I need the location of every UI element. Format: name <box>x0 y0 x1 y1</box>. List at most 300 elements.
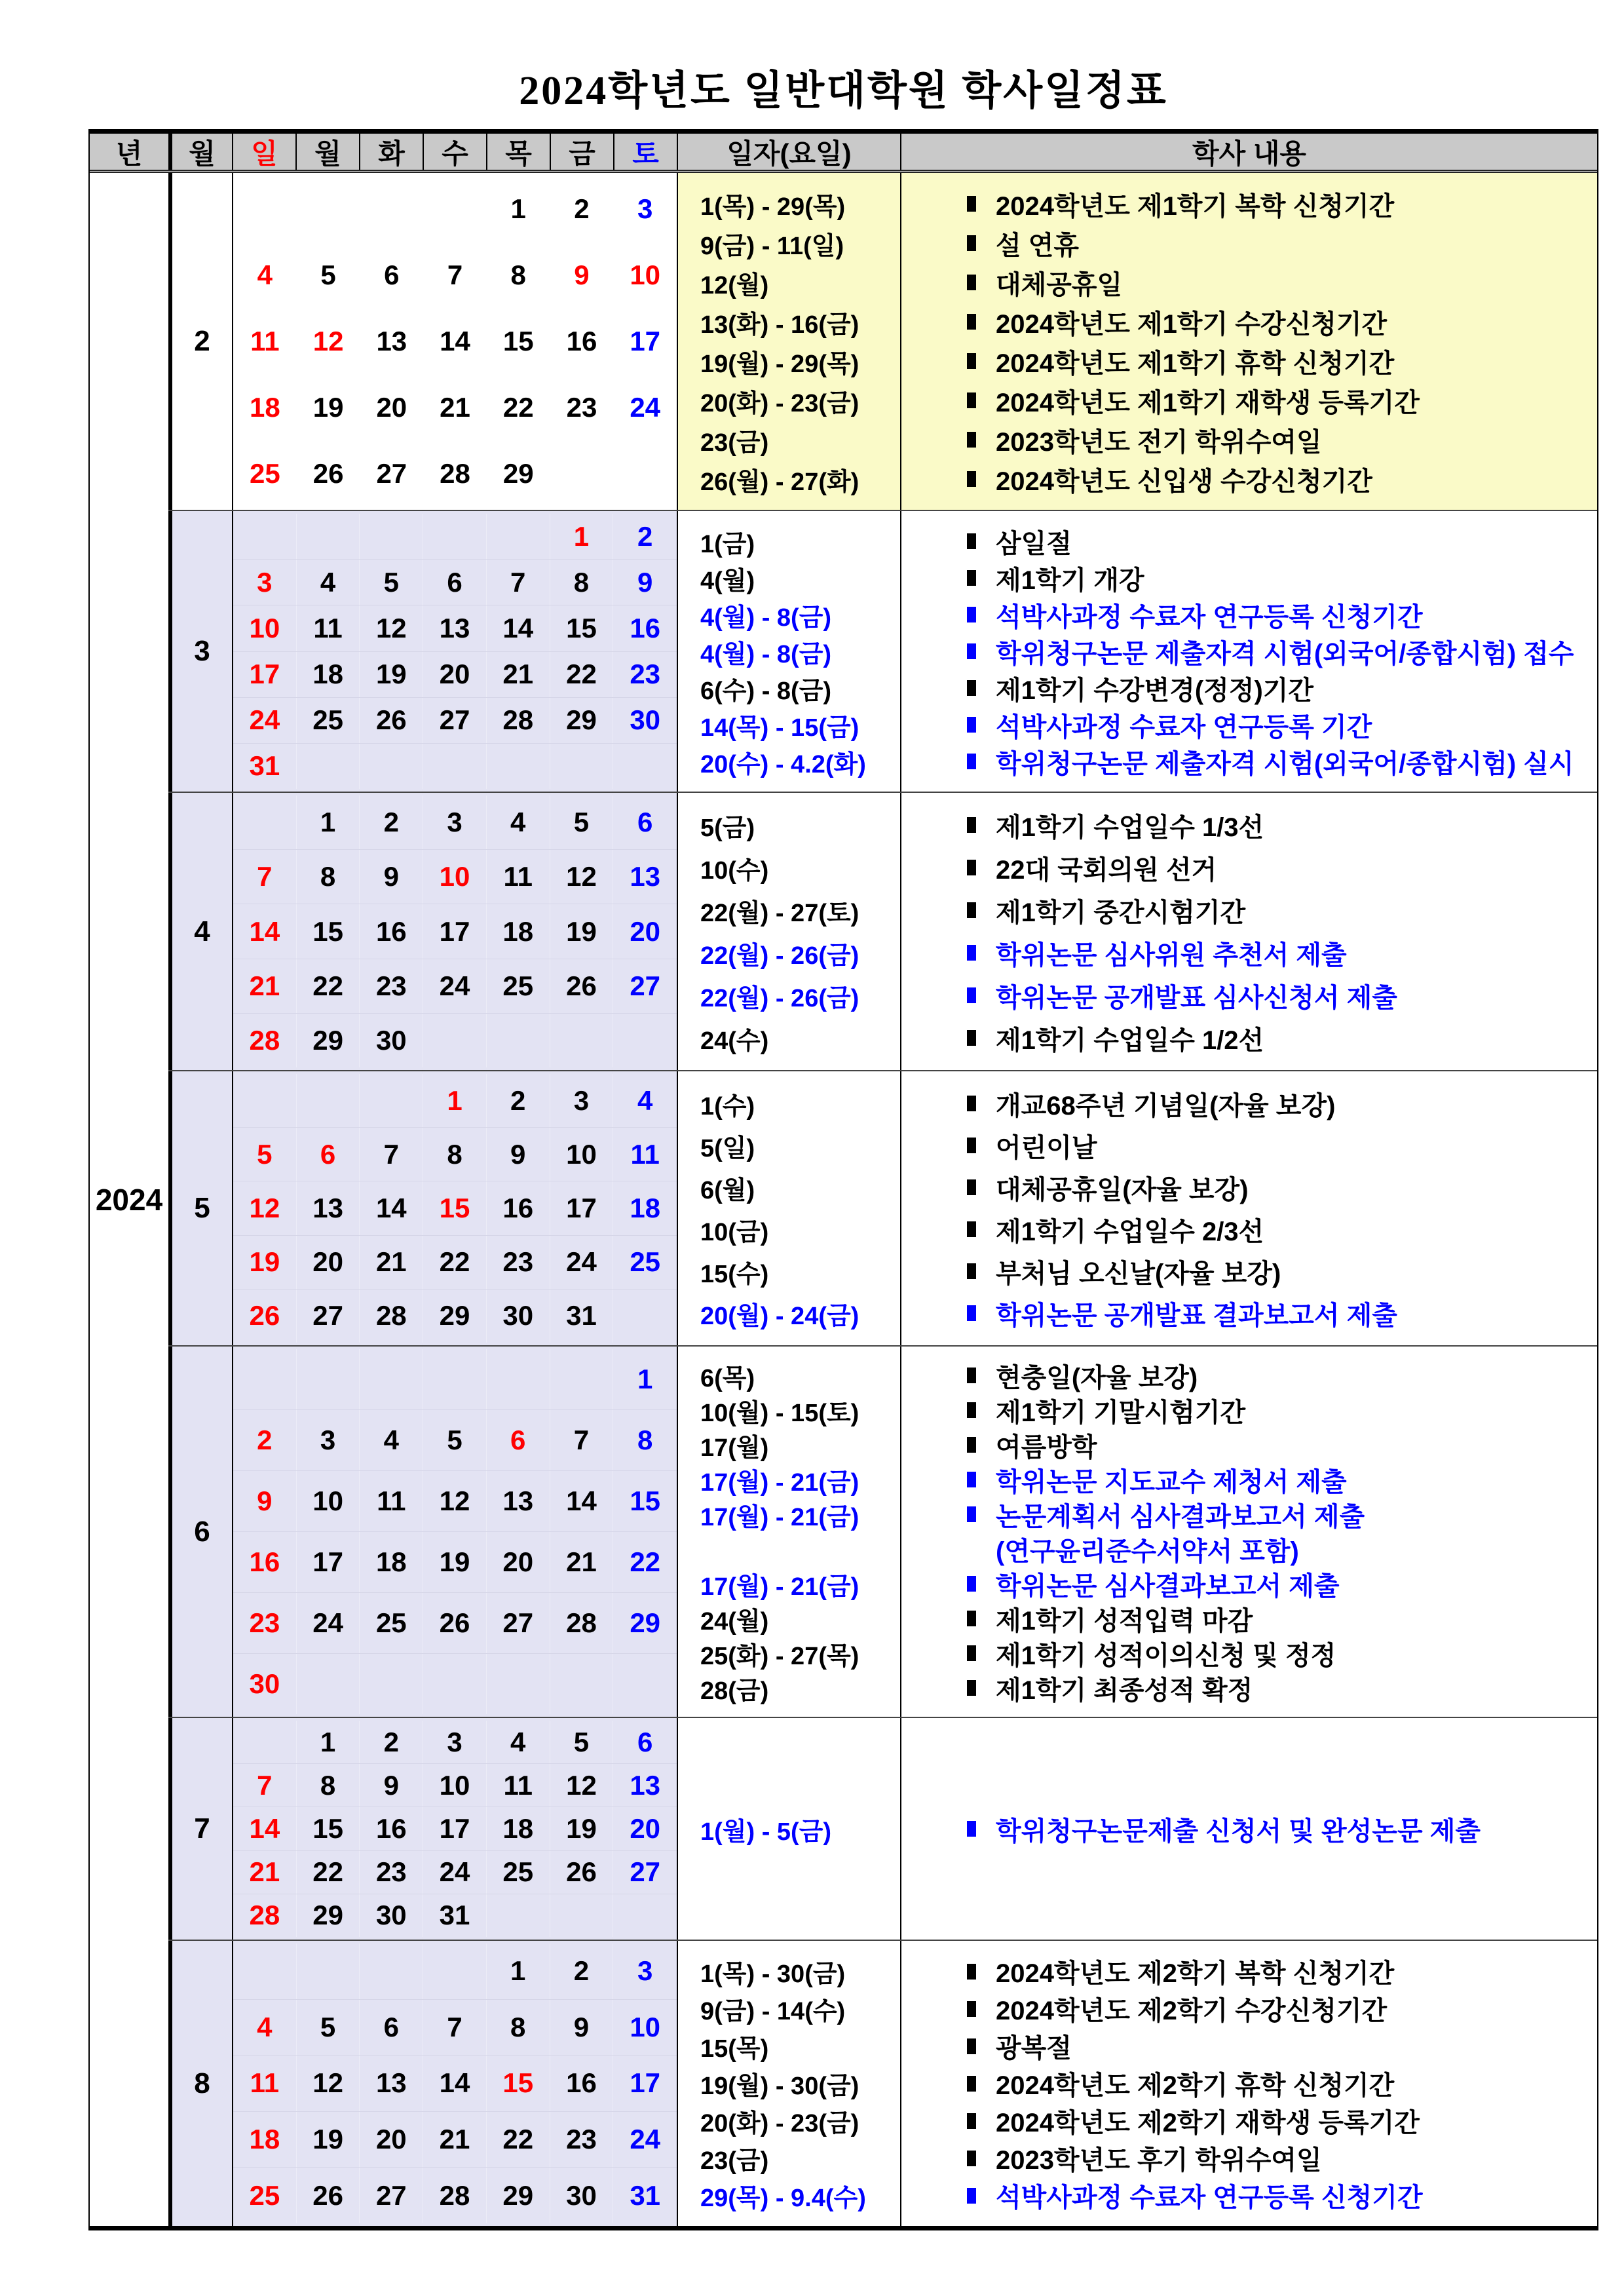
event-text: 대체공휴일 <box>996 270 1123 299</box>
day-cell: 8 <box>550 560 614 605</box>
date-range: 15(수) <box>700 1260 769 1288</box>
day-cell: 22 <box>487 2112 550 2168</box>
day-cell: 4 <box>487 1721 550 1763</box>
day-cell: 31 <box>233 744 297 789</box>
event-text: 제1학기 수업일수 2/3선 <box>996 1217 1264 1246</box>
day-cell <box>233 514 297 559</box>
day-cell: 22 <box>502 392 534 423</box>
event-item <box>967 2065 1597 2102</box>
month-label: 4 <box>168 793 232 1070</box>
bullet-icon <box>967 570 976 586</box>
calendar-week <box>233 1349 677 1410</box>
event-column <box>900 793 1597 1070</box>
day-cell: 25 <box>233 2168 297 2223</box>
day-cell: 2 <box>487 1074 550 1127</box>
day-cell: 28 <box>233 1014 297 1067</box>
date-column <box>677 1941 900 2226</box>
day-cell <box>613 1894 677 1937</box>
bullet-icon <box>967 945 976 961</box>
calendar-week <box>233 1764 677 1807</box>
months <box>168 173 1597 2226</box>
date-range: 10(금) <box>700 1218 769 1246</box>
event-item <box>967 1601 1597 1636</box>
day-cell: 14 <box>550 1471 614 1531</box>
event-item <box>967 2177 1597 2214</box>
calendar-week <box>233 1654 677 1714</box>
day-cell: 7 <box>487 560 550 605</box>
calendar-week <box>233 1290 677 1343</box>
day-cell: 29 <box>297 1894 360 1937</box>
bullet-icon <box>967 1368 976 1383</box>
event-text: 학위논문 공개발표 결과보고서 제출 <box>996 1301 1397 1330</box>
event-text: 2024학년도 제2학기 복학 신청기간 <box>996 1959 1395 1988</box>
calendar-week <box>233 1593 677 1654</box>
day-cell <box>297 1074 360 1127</box>
day-cell: 23 <box>360 959 423 1013</box>
calendar-week <box>233 795 677 850</box>
day-cell: 11 <box>233 2056 297 2111</box>
day-cell: 17 <box>297 1532 360 1592</box>
date-range: 15(목) <box>700 2035 769 2063</box>
calendar-week <box>233 2112 677 2168</box>
day-cell: 28 <box>550 1593 614 1653</box>
bullet-icon <box>967 1437 976 1453</box>
calendar-week <box>233 1074 677 1128</box>
header-year: 년 <box>115 138 143 169</box>
date-range: 10(월) - 15(토) <box>700 1399 859 1427</box>
page-title: 2024학년도 일반대학원 학사일정표 <box>519 69 1168 113</box>
day-cell: 1 <box>423 1074 487 1127</box>
calendar-week <box>233 1807 677 1850</box>
year-label: 2024 <box>95 1182 163 1217</box>
table-body <box>90 173 1597 2226</box>
calendar-week <box>233 1014 677 1067</box>
day-cell: 14 <box>233 1807 297 1850</box>
calendar-week <box>233 1471 677 1532</box>
calendar-grid <box>232 173 677 510</box>
date-range: 28(금) <box>700 1677 769 1705</box>
date-range: 17(월) - 21(금) <box>700 1468 859 1497</box>
day-cell: 17 <box>423 1807 487 1850</box>
header-day-thu: 목 <box>486 134 550 170</box>
day-cell: 17 <box>630 2067 661 2099</box>
day-cell <box>233 1721 297 1763</box>
day-cell: 24 <box>423 1851 487 1894</box>
day-cell: 6 <box>384 259 400 290</box>
day-cell <box>297 1349 360 1409</box>
event-item <box>967 1358 1597 1393</box>
event-item <box>967 523 1597 560</box>
date-range: 4(월) - 8(금) <box>700 640 832 668</box>
date-column <box>677 1347 900 1717</box>
day-cell <box>360 1349 423 1409</box>
day-cell: 8 <box>423 1128 487 1181</box>
day-cell <box>423 514 487 559</box>
event-item <box>967 1124 1597 1166</box>
day-cell: 12 <box>360 605 423 651</box>
event-text: 설 연휴 <box>996 231 1080 260</box>
calendar-grid <box>232 1071 677 1345</box>
day-cell: 15 <box>297 904 360 958</box>
bullet-icon <box>967 1645 976 1661</box>
day-cell: 23 <box>630 659 661 690</box>
day-cell: 18 <box>233 2112 297 2168</box>
day-cell <box>423 1943 487 1999</box>
bullet-icon <box>967 1305 976 1321</box>
date-range: 22(월) - 26(금) <box>700 984 859 1012</box>
calendar-week <box>233 441 677 507</box>
event-item <box>967 1636 1597 1671</box>
bullet-icon <box>967 432 976 448</box>
day-cell: 7 <box>360 1128 423 1181</box>
day-cell: 19 <box>550 904 614 958</box>
date-range: 4(월) <box>700 567 755 595</box>
bullet-icon <box>967 275 976 290</box>
day-cell: 8 <box>297 1764 360 1807</box>
day-cell: 11 <box>487 850 550 904</box>
event-text: 개교68주년 기념일(자율 보강) <box>996 1091 1336 1120</box>
calendar-week <box>233 176 677 242</box>
event-text: 어린이날 <box>996 1133 1097 1162</box>
bullet-icon <box>967 1821 976 1837</box>
event-item <box>967 1166 1597 1208</box>
date-range: 19(월) - 29(목) <box>700 350 859 378</box>
day-cell: 16 <box>550 2056 614 2111</box>
bullet-icon <box>967 196 976 212</box>
calendar-week <box>233 1894 677 1937</box>
month-row-6 <box>168 1345 1597 1717</box>
day-cell: 30 <box>630 704 661 736</box>
day-cell: 9 <box>233 1471 297 1531</box>
date-range: 14(목) - 15(금) <box>700 714 859 742</box>
event-item <box>967 1292 1597 1334</box>
day-cell: 3 <box>423 1721 487 1763</box>
bullet-icon <box>967 2038 976 2054</box>
day-cell: 26 <box>312 458 344 489</box>
day-cell <box>550 1014 614 1067</box>
day-cell: 21 <box>487 652 550 697</box>
day-cell: 13 <box>630 861 661 892</box>
day-cell: 14 <box>423 2056 487 2111</box>
day-cell: 16 <box>360 1807 423 1850</box>
bullet-icon <box>967 2113 976 2129</box>
bullet-icon <box>967 1096 976 1111</box>
day-cell: 10 <box>423 850 487 904</box>
day-cell <box>487 514 550 559</box>
event-text: 제1학기 최종성적 확정 <box>996 1675 1253 1705</box>
day-cell: 5 <box>550 1721 614 1763</box>
date-column <box>677 511 900 792</box>
calendar-week <box>233 560 677 605</box>
date-range: 17(월) - 21(금) <box>700 1573 859 1601</box>
header-day-sun: 일 <box>232 134 295 170</box>
event-column <box>900 1941 1597 2226</box>
date-range: 9(금) - 11(일) <box>700 232 844 260</box>
day-cell: 2 <box>360 1721 423 1763</box>
event-text: 2024학년도 제1학기 재학생 등록기간 <box>996 388 1420 417</box>
day-cell: 25 <box>487 1851 550 1894</box>
day-cell: 8 <box>487 2000 550 2056</box>
month-label: 6 <box>168 1347 232 1717</box>
date-range: 1(월) - 5(금) <box>700 1818 832 1846</box>
day-cell: 22 <box>550 652 614 697</box>
day-cell: 21 <box>233 1851 297 1894</box>
day-cell: 4 <box>233 2000 297 2056</box>
calendar-week <box>233 242 677 308</box>
bullet-icon <box>967 2188 976 2204</box>
day-cell: 4 <box>637 1084 653 1116</box>
month-row-8 <box>168 1940 1597 2226</box>
calendar-week <box>233 850 677 904</box>
day-cell: 5 <box>297 2000 360 2056</box>
event-item <box>967 1532 1597 1567</box>
calendar-week <box>233 698 677 744</box>
day-cell <box>487 1894 550 1937</box>
day-cell: 28 <box>440 458 470 489</box>
event-item <box>967 1082 1597 1124</box>
bullet-icon <box>967 1179 976 1195</box>
day-cell <box>297 1654 360 1714</box>
day-cell: 9 <box>487 1128 550 1181</box>
date-range: 20(화) - 23(금) <box>700 2110 859 2137</box>
day-cell: 5 <box>233 1128 297 1181</box>
day-cell: 15 <box>502 326 534 356</box>
date-range: 20(수) - 4.2(화) <box>700 750 866 778</box>
day-cell: 17 <box>550 1181 614 1234</box>
day-cell: 15 <box>550 605 614 651</box>
day-cell <box>233 795 297 849</box>
day-cell: 23 <box>487 1236 550 1289</box>
day-cell: 24 <box>233 698 297 743</box>
event-item <box>967 2102 1597 2139</box>
month-label: 3 <box>168 511 232 792</box>
date-range: 24(월) <box>700 1607 769 1636</box>
event-text: 2024학년도 제2학기 재학생 등록기간 <box>996 2109 1420 2137</box>
day-cell: 26 <box>550 959 614 1013</box>
event-text: 부처님 오신날(자율 보강) <box>996 1259 1281 1288</box>
date-range: 17(월) <box>700 1434 769 1462</box>
day-cell: 10 <box>630 2011 661 2042</box>
event-text: 2023학년도 후기 학위수여일 <box>996 2146 1322 2175</box>
event-text: 현충일(자율 보강) <box>996 1363 1198 1392</box>
calendar-week <box>233 605 677 651</box>
event-text: 2024학년도 제1학기 수강신청기간 <box>996 309 1388 339</box>
day-cell: 27 <box>423 698 487 743</box>
day-cell: 26 <box>233 1290 297 1343</box>
day-cell: 21 <box>423 2112 487 2168</box>
calendar-week <box>233 2168 677 2223</box>
day-cell: 12 <box>550 850 614 904</box>
event-item <box>967 223 1597 263</box>
event-text: 제1학기 성적이의신청 및 정정 <box>996 1641 1336 1670</box>
bullet-icon <box>967 643 976 659</box>
month-label: 7 <box>168 1718 232 1940</box>
header-day-mon: 월 <box>295 134 359 170</box>
day-cell: 1 <box>297 795 360 849</box>
event-text: 학위논문 심사결과보고서 제출 <box>996 1571 1340 1601</box>
day-cell: 27 <box>297 1290 360 1343</box>
bullet-icon <box>967 717 976 733</box>
day-cell: 16 <box>487 1181 550 1234</box>
day-cell: 6 <box>487 1410 550 1470</box>
date-column <box>677 1071 900 1345</box>
bullet-icon <box>967 1263 976 1279</box>
day-cell: 5 <box>320 259 336 290</box>
event-text: 여름방학 <box>996 1432 1097 1462</box>
header-month: 월 <box>168 134 232 170</box>
day-cell <box>613 1290 677 1343</box>
date-range: 12(월) <box>700 271 769 299</box>
calendar-week <box>233 1851 677 1894</box>
day-cell <box>550 1894 614 1937</box>
day-cell: 20 <box>487 1532 550 1592</box>
calendar-week <box>233 308 677 374</box>
calendar-week <box>233 2056 677 2112</box>
calendar-grid <box>232 511 677 792</box>
event-text: 제1학기 개강 <box>996 565 1144 595</box>
event-item <box>967 743 1597 780</box>
day-cell: 8 <box>637 1425 653 1455</box>
day-cell <box>297 744 360 789</box>
day-cell: 13 <box>376 326 407 356</box>
event-column <box>900 511 1597 792</box>
event-item <box>967 1671 1597 1706</box>
day-cell: 7 <box>423 2000 487 2056</box>
header-day-tue: 화 <box>359 134 423 170</box>
calendar-week <box>233 1532 677 1593</box>
date-range: 23(금) <box>700 2147 769 2175</box>
event-item <box>967 2027 1597 2065</box>
day-cell: 28 <box>360 1290 423 1343</box>
day-cell <box>550 1654 614 1714</box>
date-column <box>677 173 900 510</box>
day-cell <box>613 441 677 507</box>
day-cell: 11 <box>487 1764 550 1807</box>
bullet-icon <box>967 471 976 487</box>
calendar-week <box>233 1721 677 1764</box>
event-item <box>967 2139 1597 2177</box>
bullet-icon <box>967 680 976 696</box>
day-cell: 10 <box>423 1764 487 1807</box>
event-item <box>967 184 1597 223</box>
header-date-col: 일자(요일) <box>677 134 900 170</box>
day-cell: 18 <box>487 904 550 958</box>
event-text: 제1학기 중간시험기간 <box>996 898 1246 927</box>
day-cell: 1 <box>637 1364 653 1394</box>
bullet-icon <box>967 235 976 251</box>
day-cell <box>360 1654 423 1714</box>
date-column <box>677 793 900 1070</box>
day-cell: 9 <box>550 2000 614 2056</box>
day-cell: 20 <box>423 652 487 697</box>
day-cell <box>233 176 297 242</box>
event-text: 삼일절 <box>996 529 1072 558</box>
date-range: 20(월) - 24(금) <box>700 1302 859 1330</box>
day-cell: 23 <box>360 1851 423 1894</box>
day-cell: 25 <box>360 1593 423 1653</box>
header-content-col: 학사 내용 <box>900 134 1597 170</box>
day-cell: 1 <box>487 1943 550 1999</box>
day-cell <box>360 176 423 242</box>
event-text: 2024학년도 제2학기 휴학 신청기간 <box>996 2071 1395 2100</box>
day-cell: 26 <box>360 698 423 743</box>
day-cell: 2 <box>574 193 590 224</box>
day-cell: 18 <box>297 652 360 697</box>
event-column <box>900 173 1597 510</box>
day-cell: 9 <box>360 850 423 904</box>
day-cell: 15 <box>487 2056 550 2111</box>
day-cell: 29 <box>502 458 534 489</box>
date-range: 17(월) - 21(금) <box>700 1503 859 1531</box>
day-cell <box>487 1654 550 1714</box>
bullet-icon <box>967 392 976 408</box>
calendar-grid <box>232 1347 677 1717</box>
date-range: 1(목) - 30(금) <box>700 1961 846 1988</box>
day-cell: 1 <box>297 1721 360 1763</box>
day-cell: 19 <box>550 1807 614 1850</box>
day-cell <box>487 1349 550 1409</box>
day-cell <box>613 744 677 789</box>
event-item <box>967 1990 1597 2027</box>
day-cell: 25 <box>250 458 280 489</box>
event-item <box>967 974 1597 1017</box>
day-cell: 5 <box>360 560 423 605</box>
event-text: 석박사과정 수료자 연구등록 신청기간 <box>996 2183 1423 2212</box>
day-cell: 4 <box>257 259 273 290</box>
date-range: 9(금) - 14(수) <box>700 1998 846 2025</box>
event-text: 2023학년도 전기 학위수여일 <box>996 427 1322 457</box>
day-cell: 16 <box>630 612 661 643</box>
day-cell: 1 <box>550 514 614 559</box>
header-day-wed: 수 <box>423 134 486 170</box>
day-cell: 20 <box>630 1813 661 1844</box>
day-cell: 31 <box>423 1894 487 1937</box>
day-cell: 2 <box>360 795 423 849</box>
event-item <box>967 1393 1597 1428</box>
day-cell: 25 <box>297 698 360 743</box>
month-row-4 <box>168 792 1597 1070</box>
day-cell: 12 <box>312 326 344 356</box>
day-cell: 31 <box>550 1290 614 1343</box>
date-range: 24(수) <box>700 1027 769 1055</box>
day-cell: 14 <box>487 605 550 651</box>
day-cell: 17 <box>233 652 297 697</box>
day-cell: 17 <box>423 904 487 958</box>
day-cell <box>360 744 423 789</box>
day-cell: 9 <box>360 1764 423 1807</box>
day-cell: 11 <box>297 605 360 651</box>
day-cell: 10 <box>630 259 661 290</box>
day-cell: 9 <box>574 259 590 290</box>
calendar-grid <box>232 793 677 1070</box>
day-cell: 5 <box>550 795 614 849</box>
day-cell: 3 <box>297 1410 360 1470</box>
event-text: 석박사과정 수료자 연구등록 기간 <box>996 712 1372 742</box>
day-cell: 21 <box>440 392 470 423</box>
event-column <box>900 1347 1597 1717</box>
bullet-icon <box>967 754 976 769</box>
bullet-icon <box>967 1576 976 1592</box>
day-cell: 20 <box>630 915 661 947</box>
day-cell: 14 <box>440 326 470 356</box>
calendar-week <box>233 652 677 698</box>
month-row-7 <box>168 1717 1597 1940</box>
bullet-icon <box>967 1506 976 1522</box>
bullet-icon <box>967 353 976 369</box>
day-cell: 28 <box>487 698 550 743</box>
day-cell: 9 <box>637 566 653 598</box>
event-text: (연구윤리준수서약서 포함) <box>996 1537 1299 1566</box>
